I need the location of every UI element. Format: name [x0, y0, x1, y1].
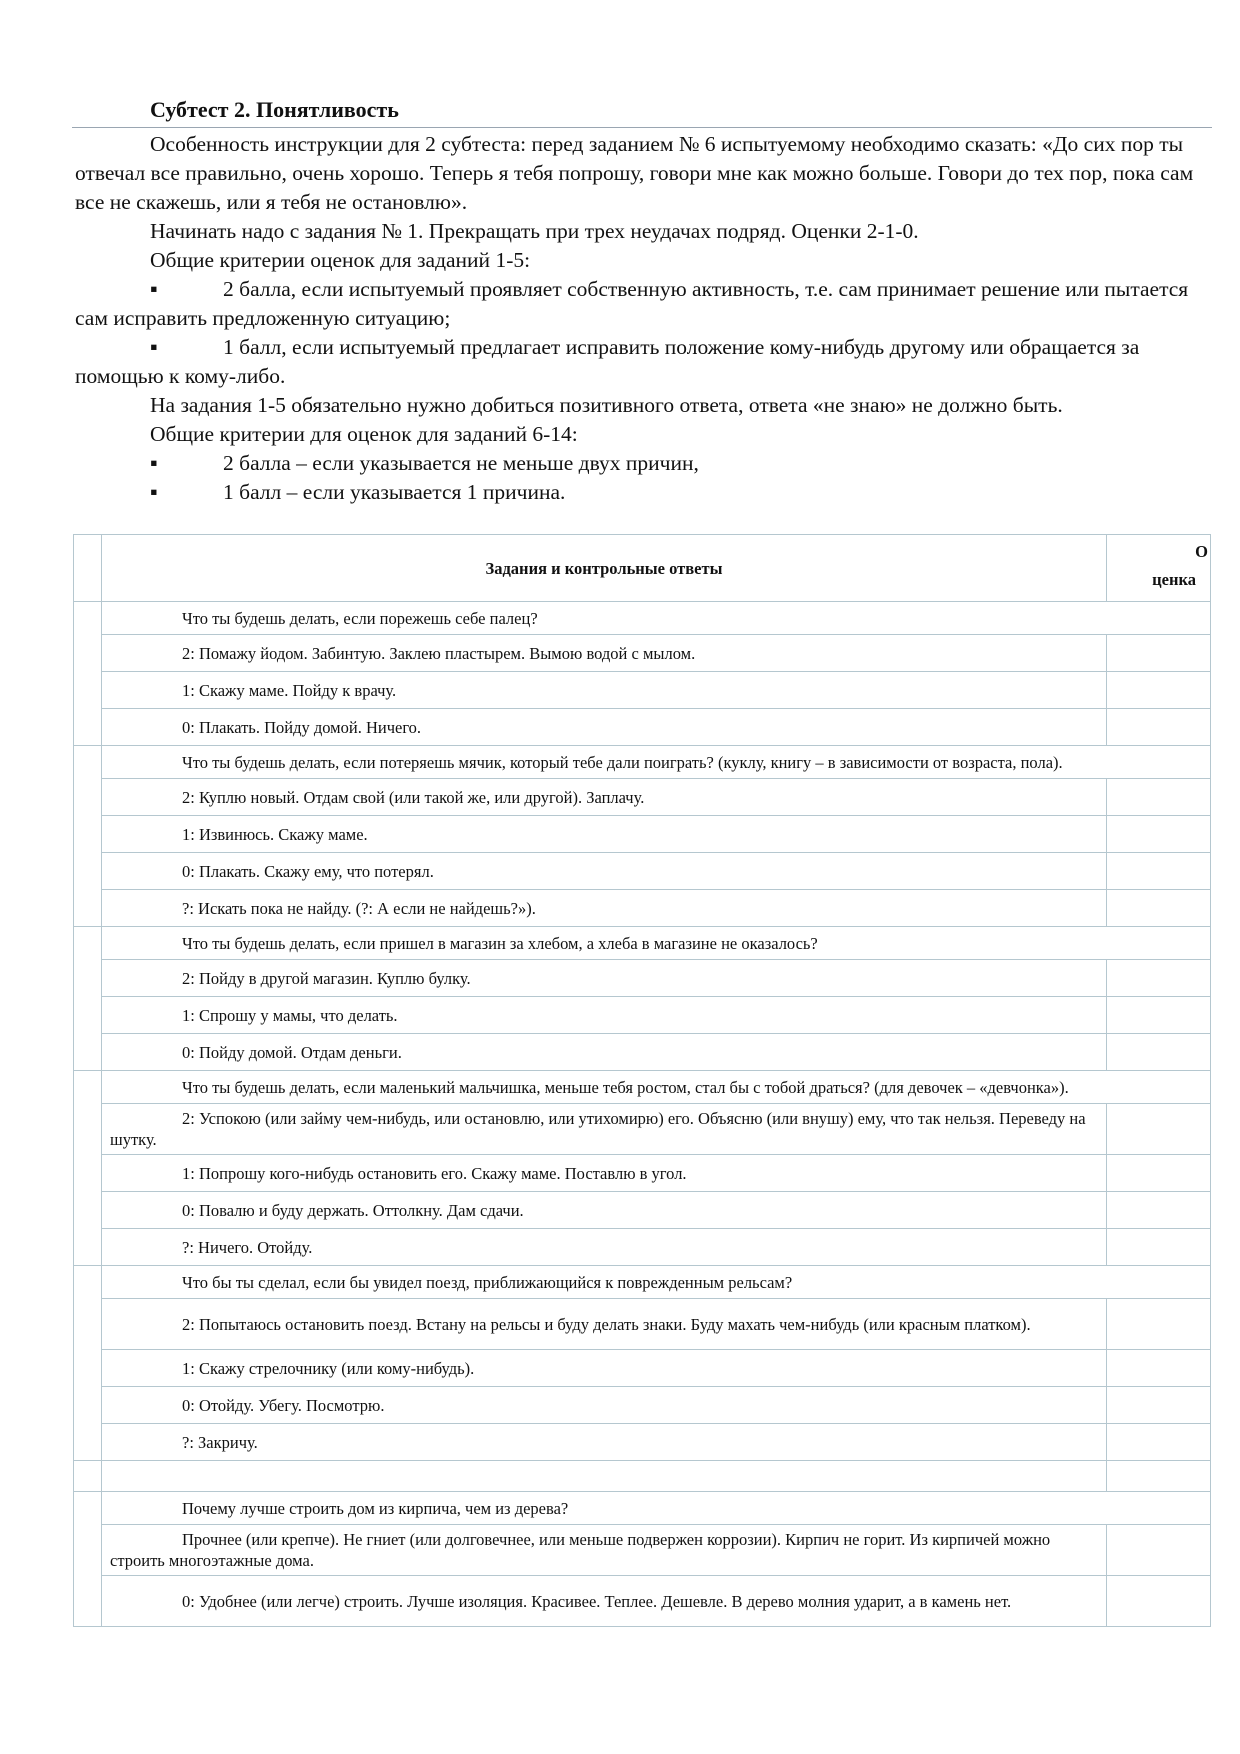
answer-row	[74, 1155, 1211, 1192]
question-row	[74, 927, 1211, 960]
answer-cell	[102, 1155, 1107, 1192]
score-cell[interactable]	[1107, 779, 1211, 816]
answer-cell	[102, 1424, 1107, 1461]
answer-cell	[102, 1192, 1107, 1229]
answer-row	[74, 779, 1211, 816]
answer-row	[74, 1104, 1211, 1155]
score-cell[interactable]	[1107, 853, 1211, 890]
answer-text: ?: Ничего. Отойду.	[182, 1237, 313, 1257]
score-cell[interactable]	[1107, 1034, 1211, 1071]
question-row	[74, 1071, 1211, 1104]
instruction-paragraph: Начинать надо с задания № 1. Прекращать при трех неудачах подряд. Оценки 2-1-0.	[150, 219, 919, 243]
instruction-paragraph: Общие критерии оценок для заданий 1-5:	[150, 248, 531, 272]
answer-cell	[102, 1525, 1107, 1576]
answer-cell	[102, 1104, 1107, 1155]
answer-row	[74, 635, 1211, 672]
answer-text: 1: Скажу стрелочнику (или кому-нибудь).	[182, 1358, 475, 1378]
question-text: Почему лучше строить дом из кирпича, чем из дерева?	[182, 1498, 569, 1518]
score-cell[interactable]	[1107, 1525, 1211, 1576]
answer-cell	[102, 890, 1107, 927]
answer-row	[74, 1525, 1211, 1576]
answer-text: 2: Помажу йодом. Забинтую. Заклею пластырем. Вымою водой с мылом.	[182, 643, 696, 663]
answer-text: 1: Спрошу у мамы, что делать.	[182, 1005, 398, 1025]
score-cell[interactable]	[1107, 1350, 1211, 1387]
answer-cell	[102, 960, 1107, 997]
answer-row	[74, 890, 1211, 927]
answer-text: 0: Удобнее (или легче) строить. Лучше изоляция. Красивее. Теплее. Дешевле. В дерево молния ударит, а в камень нет.	[182, 1591, 1012, 1611]
question-cell	[102, 602, 1211, 635]
question-cell	[102, 1071, 1211, 1104]
answer-row	[74, 1229, 1211, 1266]
score-cell[interactable]	[1107, 1155, 1211, 1192]
task-number-cell	[74, 1071, 102, 1266]
answer-text: ?: Закричу.	[182, 1432, 258, 1452]
answer-text: 2: Успокою (или займу чем-нибудь, или остановлю, или утихомирю) его. Объясню (или внушу) ему, что так нельзя. Переведу на шутку.	[110, 1109, 1086, 1149]
answer-text: 1: Попрошу кого-нибудь остановить его. Скажу маме. Поставлю в угол.	[182, 1163, 687, 1183]
answer-row	[74, 816, 1211, 853]
criteria-bullet: ▪ 2 балла, если испытуемый проявляет собственную активность, т.е. сам принимает решение или пытается сам исправить предложенную ситуацию;	[75, 277, 1189, 330]
answer-cell	[102, 1034, 1107, 1071]
task-number-cell	[74, 1492, 102, 1627]
question-row	[74, 746, 1211, 779]
answer-row	[74, 1576, 1211, 1627]
answer-text: 0: Отойду. Убегу. Посмотрю.	[182, 1395, 385, 1415]
score-cell[interactable]	[1107, 1104, 1211, 1155]
answer-text: 2: Пойду в другой магазин. Куплю булку.	[182, 968, 471, 988]
criteria-bullet: ▪ 2 балла – если указывается не меньше двух причин,	[75, 449, 1210, 478]
question-cell	[102, 1492, 1211, 1525]
answer-row	[74, 997, 1211, 1034]
score-cell[interactable]	[1107, 635, 1211, 672]
task-number-cell	[74, 1266, 102, 1461]
question-cell	[102, 746, 1211, 779]
score-cell[interactable]	[1107, 1424, 1211, 1461]
answer-row	[74, 1192, 1211, 1229]
score-cell[interactable]	[1107, 960, 1211, 997]
answer-text: 0: Пойду домой. Отдам деньги.	[182, 1042, 402, 1062]
number-column-header	[74, 535, 102, 602]
task-number-cell	[74, 927, 102, 1071]
score-cell[interactable]	[1107, 709, 1211, 746]
answer-cell	[102, 1299, 1107, 1350]
question-text: Что ты будешь делать, если потеряешь мячик, который тебе дали поиграть? (куклу, книгу – в зависимости от возраста, пола).	[182, 752, 1063, 772]
score-cell[interactable]	[1107, 997, 1211, 1034]
score-cell[interactable]	[1107, 672, 1211, 709]
score-cell[interactable]	[1107, 1192, 1211, 1229]
answer-cell	[102, 816, 1107, 853]
question-row	[74, 1492, 1211, 1525]
bullet-square-icon: ▪	[150, 480, 158, 504]
answer-row	[74, 709, 1211, 746]
answer-text: 0: Повалю и буду держать. Оттолкну. Дам сдачи.	[182, 1200, 524, 1220]
answer-cell	[102, 1350, 1107, 1387]
table-header-row	[74, 535, 1211, 602]
bullet-square-icon: ▪	[150, 451, 158, 475]
answer-cell	[102, 672, 1107, 709]
answer-cell	[102, 997, 1107, 1034]
question-cell	[102, 927, 1211, 960]
answer-cell	[102, 1229, 1107, 1266]
heading-divider	[72, 127, 1212, 128]
answer-row	[74, 672, 1211, 709]
score-cell[interactable]	[1107, 1229, 1211, 1266]
score-cell[interactable]	[1107, 1387, 1211, 1424]
answer-cell	[102, 635, 1107, 672]
answer-cell	[102, 779, 1107, 816]
answer-text: 2: Попытаюсь остановить поезд. Встану на рельсы и буду делать знаки. Буду махать чем-нибудь (или красным платком).	[182, 1314, 1031, 1334]
answer-row	[74, 1034, 1211, 1071]
instruction-paragraph: Общие критерии для оценок для заданий 6-14:	[150, 422, 578, 446]
answer-text: 1: Скажу маме. Пойду к врачу.	[182, 680, 397, 700]
question-text: Что бы ты сделал, если бы увидел поезд, приближающийся к поврежденным рельсам?	[182, 1272, 793, 1292]
instructions	[75, 130, 1210, 507]
answer-cell	[102, 853, 1107, 890]
answer-cell	[102, 709, 1107, 746]
question-text: Что ты будешь делать, если порежешь себе палец?	[182, 608, 538, 628]
answer-cell	[102, 1387, 1107, 1424]
answer-row	[74, 1350, 1211, 1387]
score-cell[interactable]	[1107, 890, 1211, 927]
bullet-square-icon: ▪	[150, 277, 158, 301]
answer-text: 1: Извинюсь. Скажу маме.	[182, 824, 368, 844]
question-row	[74, 1266, 1211, 1299]
section-heading: Субтест 2. Понятливость	[150, 97, 399, 122]
question-text: Что ты будешь делать, если маленький мальчишка, меньше тебя ростом, стал бы с тобой драться? (для девочек – «девчонка»).	[182, 1077, 1069, 1097]
answer-row	[74, 1387, 1211, 1424]
table-spacer-row	[74, 1461, 1211, 1492]
score-column-header: О ценка	[1107, 535, 1211, 602]
instruction-paragraph: На задания 1-5 обязательно нужно добиться позитивного ответа, ответа «не знаю» не должно быть.	[150, 393, 1063, 417]
instruction-paragraph: Особенность инструкции для 2 субтеста: перед заданием № 6 испытуемому необходимо сказать: «До сих пор ты отвечал все правильно, очень хорошо. Теперь я тебя попрошу, говори мне как можно больше. Говори до тех пор, пока сам все не скажешь, или я тебя не остановлю».	[75, 132, 1194, 214]
answer-row	[74, 1299, 1211, 1350]
score-cell[interactable]	[1107, 1576, 1211, 1627]
score-cell[interactable]	[1107, 1299, 1211, 1350]
tasks-table	[73, 534, 1211, 1627]
tasks-column-header: Задания и контрольные ответы	[102, 535, 1107, 602]
answer-row	[74, 960, 1211, 997]
answer-text: 0: Плакать. Пойду домой. Ничего.	[182, 717, 422, 737]
answer-cell	[102, 1576, 1107, 1627]
question-cell	[102, 1266, 1211, 1299]
criteria-bullet: ▪ 1 балл – если указывается 1 причина.	[75, 478, 1210, 507]
answer-text: 2: Куплю новый. Отдам свой (или такой же, или другой). Заплачу.	[182, 787, 645, 807]
question-text: Что ты будешь делать, если пришел в магазин за хлебом, а хлеба в магазине не оказалось?	[182, 933, 818, 953]
answer-text: 0: Плакать. Скажу ему, что потерял.	[182, 861, 434, 881]
score-cell[interactable]	[1107, 816, 1211, 853]
answer-text: ?: Искать пока не найду. (?: А если не найдешь?»).	[182, 898, 536, 918]
spacer-cell	[1107, 1461, 1211, 1492]
criteria-bullet: ▪ 1 балл, если испытуемый предлагает исправить положение кому-нибудь другому или обращается за помощью к кому-либо.	[75, 335, 1140, 388]
spacer-cell	[74, 1461, 102, 1492]
task-number-cell	[74, 746, 102, 927]
answer-text: Прочнее (или крепче). Не гниет (или долговечнее, или меньше подвержен коррозии). Кирпич не горит. Из кирпичей можно строить многоэтажные дома.	[110, 1530, 1051, 1570]
bullet-square-icon: ▪	[150, 335, 158, 359]
answer-row	[74, 853, 1211, 890]
answer-row	[74, 1424, 1211, 1461]
spacer-cell	[102, 1461, 1107, 1492]
task-number-cell	[74, 602, 102, 746]
question-row	[74, 602, 1211, 635]
